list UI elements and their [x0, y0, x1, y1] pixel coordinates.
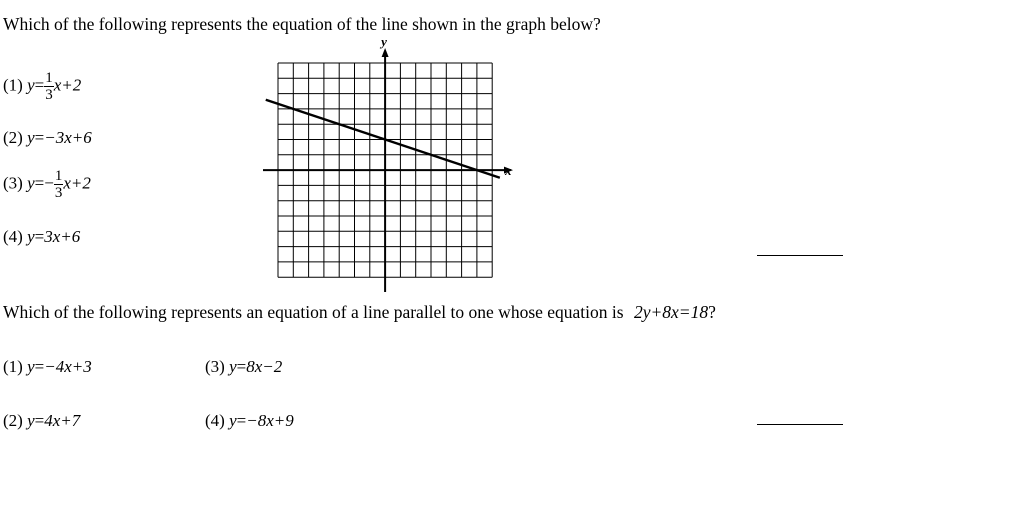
choice-variable: y	[229, 411, 237, 430]
choice-variable: y	[27, 173, 35, 193]
choice-number: (3)	[3, 173, 23, 193]
choice-number: (4)	[205, 411, 225, 430]
fraction-denominator: 3	[54, 185, 63, 201]
y-axis-label: y	[381, 34, 387, 49]
equals-sign: =	[236, 411, 247, 430]
question-1-text: Which of the following represents the equation of the line shown in the graph below?	[3, 14, 601, 34]
choice-variable: y	[27, 128, 35, 147]
choice-expression: 4x+7	[44, 411, 81, 430]
plotted-line	[266, 100, 500, 178]
x-axis-label: x	[505, 163, 512, 179]
choice-expression: −8x+9	[246, 411, 294, 430]
fraction-numerator: 1	[45, 70, 53, 86]
choice-variable: y	[27, 411, 35, 430]
choice-expression: 8x−2	[246, 357, 283, 376]
coordinate-graph	[255, 34, 525, 294]
q2-choice-2	[3, 411, 80, 431]
equals-sign: =	[34, 173, 45, 193]
choice-variable: y	[27, 75, 35, 95]
q2-choice-1	[3, 357, 92, 377]
question-2-text	[3, 302, 716, 323]
equals-sign: =	[34, 357, 45, 376]
question-mark: ?	[708, 302, 716, 322]
q1-choice-1	[3, 70, 81, 103]
fraction-numerator: 1	[54, 168, 63, 184]
equals-sign: =	[34, 411, 45, 430]
choice-variable: y	[27, 357, 35, 376]
equals-sign: =	[34, 128, 45, 147]
choice-number: (1)	[3, 75, 23, 95]
choice-number: (4)	[3, 227, 23, 246]
choice-variable: y	[27, 227, 35, 246]
equals-sign: =	[34, 75, 45, 95]
equals-sign: =	[34, 227, 45, 246]
choice-expression: x+2	[53, 75, 82, 95]
q2-answer-blank[interactable]	[757, 424, 843, 425]
y-axis-arrow	[382, 48, 389, 57]
fraction-denominator: 3	[45, 87, 53, 103]
choice-number: (3)	[205, 357, 225, 376]
fraction	[54, 168, 64, 201]
q2-choice-4	[205, 411, 294, 431]
choice-number: (1)	[3, 357, 23, 376]
equals-sign: =	[236, 357, 247, 376]
choice-expression: −4x+3	[44, 357, 92, 376]
q1-choice-3	[3, 168, 91, 201]
choice-expression: x+2	[63, 173, 91, 193]
q1-choice-2	[3, 128, 92, 148]
q1-choice-4	[3, 227, 80, 247]
q2-choice-3	[205, 357, 282, 377]
choice-expression: 3x+6	[44, 227, 81, 246]
choice-variable: y	[229, 357, 237, 376]
choice-number: (2)	[3, 128, 23, 147]
choice-number: (2)	[3, 411, 23, 430]
q1-answer-blank[interactable]	[757, 255, 843, 256]
fraction	[44, 70, 54, 103]
minus-sign: −	[44, 173, 54, 193]
given-equation: 2y+8x=18	[633, 302, 709, 322]
choice-expression: −3x+6	[44, 128, 92, 147]
question-2-prompt: Which of the following represents an equation of a line parallel to one whose equation is	[3, 302, 624, 322]
